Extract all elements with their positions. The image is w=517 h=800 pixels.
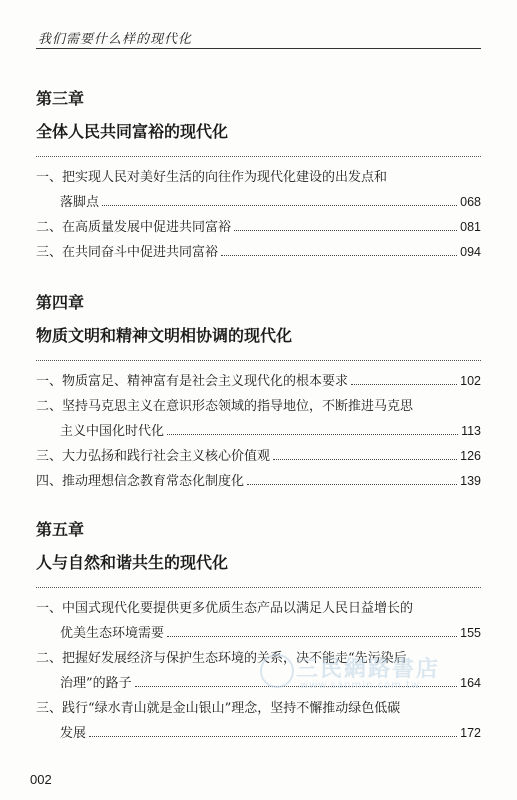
- dot-leader: [167, 636, 457, 637]
- toc-entry-line: [36, 444, 481, 469]
- toc-page-number: 068: [460, 195, 481, 209]
- chapter-divider: [36, 587, 481, 588]
- toc-page-number: 102: [460, 374, 481, 388]
- toc-entry-text: 一、中国式现代化要提供更多优质生态产品以满足人民日益增长的: [36, 601, 414, 616]
- toc-entry-line: [36, 190, 481, 215]
- dot-leader: [221, 255, 457, 256]
- chapter-section: [36, 290, 481, 494]
- chapter-section: [36, 86, 481, 265]
- chapter-title: 人与自然和谐共生的现代化: [36, 553, 229, 572]
- toc-entry-line: [36, 696, 481, 721]
- toc-entry[interactable]: [36, 596, 481, 646]
- toc-entry-text: 四、推动理想信念教育常态化制度化: [36, 474, 245, 489]
- toc-entry[interactable]: [36, 215, 481, 240]
- toc-entry-line: [36, 646, 481, 671]
- toc-page-number: 126: [460, 449, 481, 463]
- toc-entry-line: [36, 165, 481, 190]
- toc-entry[interactable]: [36, 469, 481, 494]
- watermark-url: www.sanmin.com.tw: [300, 680, 421, 691]
- toc-page-number: 155: [460, 626, 481, 640]
- toc-entry-line: [36, 394, 481, 419]
- dot-leader: [234, 230, 457, 231]
- toc-page-number: 113: [461, 424, 481, 438]
- toc-entry[interactable]: [36, 240, 481, 265]
- toc-entry-line: [36, 215, 481, 240]
- chapter-divider: [36, 360, 481, 361]
- toc-entry[interactable]: [36, 165, 481, 215]
- toc-entry-text: 二、坚持马克思主义在意识形态领域的指导地位，不断推进马克思: [36, 399, 414, 414]
- toc-entry-text: 优美生态环境需要: [60, 626, 165, 641]
- chapter-number: 第四章: [36, 293, 85, 312]
- dot-leader: [351, 384, 457, 385]
- toc-entry[interactable]: [36, 444, 481, 469]
- chapter-number: 第五章: [36, 520, 85, 539]
- toc-entry-line: [36, 621, 481, 646]
- toc-entry[interactable]: [36, 369, 481, 394]
- dot-leader: [247, 484, 457, 485]
- toc-entry-line: [36, 596, 481, 621]
- toc-entry-list: [36, 369, 481, 494]
- running-head: 我们需要什么样的现代化: [38, 32, 193, 47]
- dot-leader: [167, 434, 458, 435]
- dot-leader: [135, 686, 457, 687]
- dot-leader: [102, 205, 457, 206]
- toc-entry-text: 治理”的路子: [60, 676, 132, 691]
- dot-leader: [273, 459, 457, 460]
- toc-page-number: 094: [460, 245, 481, 259]
- toc-page-number: 172: [460, 726, 481, 740]
- toc-entry-line: [36, 369, 481, 394]
- toc-entry-line: [36, 721, 481, 746]
- toc-entry-list: [36, 165, 481, 265]
- toc-entry-list: [36, 596, 481, 746]
- toc-page-number: 164: [460, 676, 481, 690]
- toc-entry-text: 二、把握好发展经济与保护生态环境的关系，决不能走“先污染后: [36, 651, 407, 666]
- chapter-title: 物质文明和精神文明相协调的现代化: [36, 326, 293, 345]
- chapter-title: 全体人民共同富裕的现代化: [36, 122, 229, 141]
- toc-entry-line: [36, 671, 481, 696]
- toc-entry-text: 三、践行“绿水青山就是金山银山”理念，坚持不懈推动绿色低碳: [36, 701, 401, 716]
- header-rule: [36, 48, 481, 49]
- watermark-name: 三民網路書店: [296, 657, 441, 682]
- chapter-divider: [36, 156, 481, 157]
- toc-entry-text: 一、把实现人民对美好生活的向往作为现代化建设的出发点和: [36, 170, 388, 185]
- dot-leader: [89, 736, 457, 737]
- toc-entry-text: 二、在高质量发展中促进共同富裕: [36, 220, 232, 235]
- chapter-number: 第三章: [36, 89, 85, 108]
- toc-entry-text: 一、物质富足、精神富有是社会主义现代化的根本要求: [36, 374, 349, 389]
- toc-entry-line: [36, 240, 481, 265]
- toc-entry[interactable]: [36, 646, 481, 696]
- toc-entry[interactable]: [36, 696, 481, 746]
- toc-entry-text: 发展: [60, 726, 87, 741]
- toc-entry-text: 落脚点: [60, 195, 100, 210]
- page-number: 002: [30, 772, 52, 787]
- toc-page-number: 081: [460, 220, 481, 234]
- toc-entry-line: [36, 419, 481, 444]
- chapter-section: [36, 517, 481, 746]
- toc-entry-line: [36, 469, 481, 494]
- toc-entry-text: 三、大力弘扬和践行社会主义核心价值观: [36, 449, 271, 464]
- toc-entry-text: 三、在共同奋斗中促进共同富裕: [36, 245, 219, 260]
- toc-entry-text: 主义中国化时代化: [60, 424, 165, 439]
- toc-entry[interactable]: [36, 394, 481, 444]
- toc-page-number: 139: [460, 474, 481, 488]
